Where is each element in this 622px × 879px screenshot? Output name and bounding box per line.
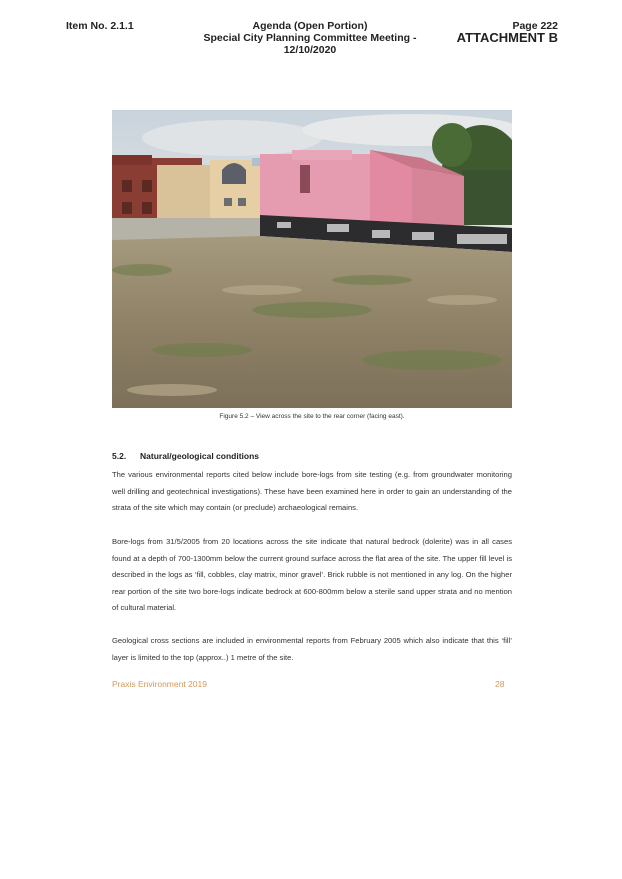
section-title: Natural/geological conditions [140, 451, 260, 461]
page-header-right [457, 20, 558, 44]
page-label: Page 222 [512, 20, 558, 32]
section-number: 5.2. [112, 451, 127, 461]
paragraph: The various environmental reports cited below include bore-logs from site testing (e.g. from groundwater monitoring well drilling and geotechnical investigations). These have been examined here in order to gain an understanding of the strata of the site which may contain (or preclude) archaeological remains. [112, 470, 512, 513]
site-photo [112, 110, 512, 408]
agenda-header [180, 20, 440, 56]
figure-caption: Figure 5.2 – View across the site to the rear corner (facing east). [219, 413, 405, 420]
item-number: Item No. 2.1.1 [66, 20, 134, 32]
footer-page-number: 28 [495, 679, 505, 689]
paragraph: Geological cross sections are included in environmental reports from February 2005 which also indicate that this ‘fill’ layer is limited to the top (approx..) 1 metre of the site. [112, 636, 512, 662]
section-heading [112, 451, 259, 461]
footer-source: Praxis Environment 2019 [112, 679, 207, 689]
attachment-label: ATTACHMENT B [456, 30, 558, 45]
meeting-title: Special City Planning Committee Meeting - 12/10/2020 [203, 32, 417, 56]
paragraph: Bore-logs from 31/5/2005 from 20 locations across the site indicate that natural bedrock (dolerite) was in all cases found at a depth of 700-1300mm below the current ground surface across the flat area of the site. The upper fill level is described in the logs as ‘fill, cobbles, clay matrix, minor gravel’. Brick rubble is not mentioned in any log. On the higher rear portion of the site two bore-logs indicate bedrock at 600-800mm below a sterile sand upper strata and no mention of cultural material. [112, 537, 512, 613]
agenda-title: Agenda (Open Portion) [252, 20, 368, 32]
